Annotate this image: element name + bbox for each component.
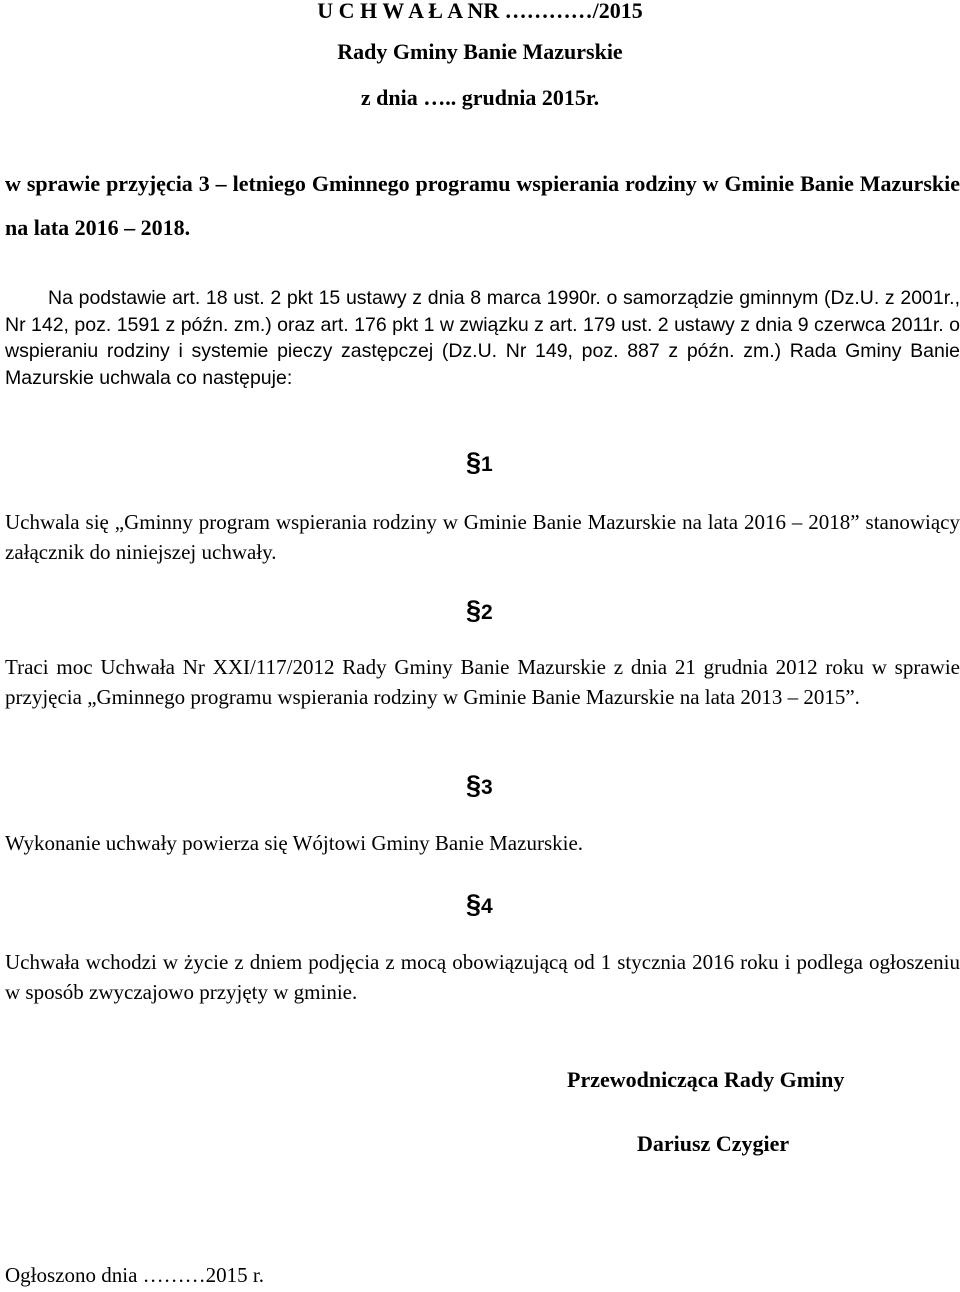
section-sign: § [466,770,482,800]
paragraph-2-heading [466,596,493,627]
paragraph-number: 4 [481,895,493,918]
paragraph-1-text: Uchwala się „Gminny program wspierania rodziny w Gminie Banie Mazurskie na lata 2016 – 2018” stanowiący załącznik do niniejszej uchwały. [5,510,960,564]
signature-role: Przewodnicząca Rady Gminy [567,1067,845,1092]
paragraph-3-text: Wykonanie uchwały powierza się Wójtowi Gminy Banie Mazurskie. [5,831,584,855]
section-sign: § [466,889,482,919]
paragraph-4-text: Uchwała wchodzi w życie z dniem podjęcia z mocą obowiązującą od 1 stycznia 2016 roku i podlega ogłoszeniu w sposób zwyczajowo przyjęty w gminie. [5,950,960,1004]
section-sign: § [466,447,482,477]
council-name: Rady Gminy Banie Mazurskie [337,39,623,64]
paragraph-2-text: Traci moc Uchwała Nr XXI/117/2012 Rady Gminy Banie Mazurskie z dnia 21 grudnia 2012 roku w sprawie przyjęcia „Gminnego programu wspierania rodziny w Gminie Banie Mazurskie na lata 2013 – 2015”. [5,655,960,709]
resolution-subject: w sprawie przyjęcia 3 – letniego Gminnego programu wspierania rodziny w Gminie Banie Mazurskie na lata 2016 – 2018. [5,171,960,240]
paragraph-number: 3 [481,776,493,799]
paragraph-1-heading [466,448,493,479]
signature-name: Dariusz Czygier [637,1131,790,1156]
publication-date: Ogłoszono dnia ………2015 r. [5,1263,264,1287]
paragraph-number: 1 [481,453,493,476]
resolution-title: U C H W A Ł A NR …………/2015 [317,0,643,23]
resolution-date: z dnia ….. grudnia 2015r. [360,85,600,110]
paragraph-4-heading [466,890,493,921]
legal-basis: Na podstawie art. 18 ust. 2 pkt 15 ustawy z dnia 8 marca 1990r. o samorządzie gminnym (Dz.U. z 2001r., Nr 142, poz. 1591 z późn. zm.) oraz art. 176 pkt 1 w związku z art. 179 ust. 2 ustawy z dnia 9 czerwca 2011r. o wspieraniu rodziny i systemie pieczy zastępczej (Dz.U. Nr 149, poz. 887 z późn. zm.) Rada Gminy Banie Mazurskie uchwala co następuje: [5,287,960,389]
paragraph-number: 2 [481,601,493,624]
paragraph-3-heading [466,771,493,802]
section-sign: § [466,595,482,625]
